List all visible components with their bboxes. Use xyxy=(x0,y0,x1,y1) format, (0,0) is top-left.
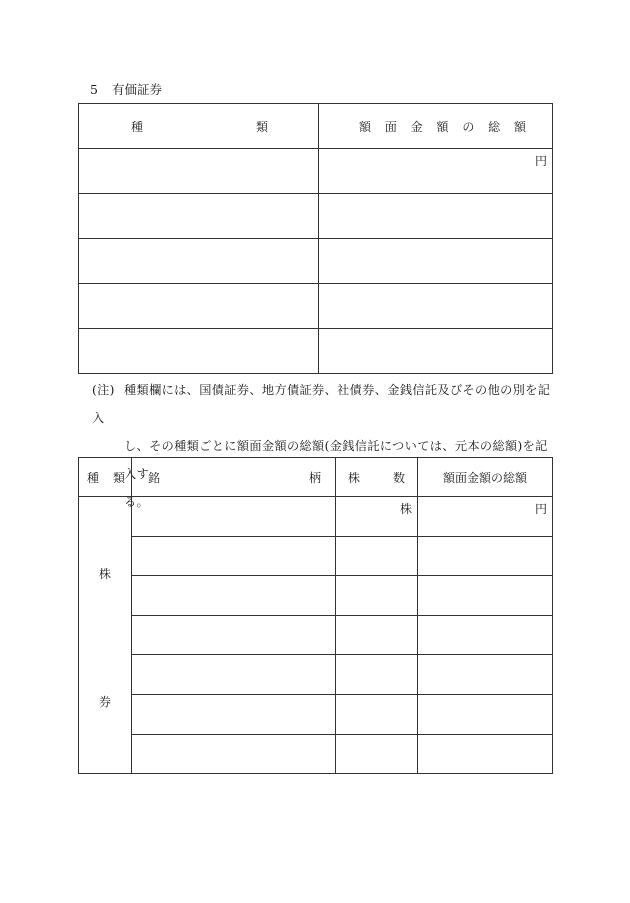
table-row xyxy=(79,194,553,239)
kind-field[interactable] xyxy=(79,194,319,239)
table-row xyxy=(79,149,553,194)
table-row xyxy=(79,734,553,774)
shares-field[interactable] xyxy=(336,576,418,616)
table-row xyxy=(79,694,553,734)
table-row xyxy=(79,576,553,616)
header-shares-char: 株 xyxy=(348,470,361,485)
table-row xyxy=(79,536,553,576)
header-total-char: 総 xyxy=(488,119,501,134)
table-row xyxy=(79,329,553,374)
total-field[interactable] xyxy=(319,329,553,374)
total-field[interactable] xyxy=(418,655,553,695)
header-kind xyxy=(79,458,132,497)
header-kind xyxy=(79,104,319,149)
kind-field[interactable] xyxy=(79,284,319,329)
section-title: 有価証券 xyxy=(112,82,163,97)
category-char: 株 xyxy=(98,567,111,581)
header-kind-char: 種 xyxy=(131,119,144,134)
header-name-char: 柄 xyxy=(308,470,321,485)
shares-field[interactable] xyxy=(336,615,418,655)
header-total-char: 面 xyxy=(384,119,397,134)
header-total-char: の xyxy=(462,119,475,134)
name-field[interactable] xyxy=(132,655,336,695)
header-total-char: 額 xyxy=(436,119,449,134)
stock-table xyxy=(78,457,553,774)
total-field[interactable] xyxy=(319,239,553,284)
note-label: (注) xyxy=(92,383,115,397)
total-field[interactable] xyxy=(418,734,553,774)
table-row xyxy=(79,239,553,284)
securities-table-header xyxy=(79,104,553,149)
total-field[interactable] xyxy=(418,576,553,616)
section-number: 5 xyxy=(90,82,98,97)
shares-unit: 株 xyxy=(399,502,412,516)
name-field[interactable] xyxy=(132,694,336,734)
category-char: 券 xyxy=(98,695,111,709)
header-shares xyxy=(336,458,418,497)
header-kind-char: 類 xyxy=(112,470,125,485)
header-name-char: 銘 xyxy=(148,470,161,485)
name-field[interactable] xyxy=(132,734,336,774)
header-total-char: 額 xyxy=(513,119,526,134)
shares-field[interactable] xyxy=(336,694,418,734)
name-field[interactable] xyxy=(132,536,336,576)
yen-unit: 円 xyxy=(534,154,547,168)
yen-unit: 円 xyxy=(534,502,547,516)
total-field[interactable] xyxy=(319,149,553,194)
note-line-2: し、その種類ごとに額面金額の総額(金銭信託については、元本の総額)を記入す xyxy=(124,439,548,481)
kind-field[interactable] xyxy=(79,329,319,374)
note-line-1: 種類欄には、国債証券、地方債証券、社債券、金銭信託及びその他の別を記入 xyxy=(92,383,551,425)
total-field[interactable] xyxy=(418,497,553,537)
header-shares-char: 数 xyxy=(392,470,405,485)
kind-field[interactable] xyxy=(79,149,319,194)
name-field[interactable] xyxy=(132,497,336,537)
kind-field[interactable] xyxy=(79,239,319,284)
table-row xyxy=(79,615,553,655)
shares-field[interactable] xyxy=(336,536,418,576)
table-row xyxy=(79,284,553,329)
shares-field[interactable] xyxy=(336,655,418,695)
total-field[interactable] xyxy=(319,284,553,329)
header-total xyxy=(319,104,553,149)
name-field[interactable] xyxy=(132,576,336,616)
header-total: 額面金額の総額 xyxy=(418,458,553,497)
table-row xyxy=(79,497,553,537)
note-line-3: る。 xyxy=(124,495,150,509)
name-field[interactable] xyxy=(132,615,336,655)
header-kind-char: 類 xyxy=(255,119,268,134)
table-row xyxy=(79,655,553,695)
category-cell xyxy=(79,497,132,774)
securities-table xyxy=(78,103,553,374)
note-line xyxy=(92,376,556,432)
total-field[interactable] xyxy=(418,694,553,734)
header-total-char: 金 xyxy=(410,119,423,134)
total-field[interactable] xyxy=(418,615,553,655)
header-name xyxy=(132,458,336,497)
stock-table-header xyxy=(79,458,553,497)
header-kind-char: 種 xyxy=(87,470,100,485)
total-field[interactable] xyxy=(319,194,553,239)
total-field[interactable] xyxy=(418,536,553,576)
section-heading xyxy=(90,80,162,98)
shares-field[interactable] xyxy=(336,497,418,537)
header-total-char: 額 xyxy=(359,119,372,134)
shares-field[interactable] xyxy=(336,734,418,774)
